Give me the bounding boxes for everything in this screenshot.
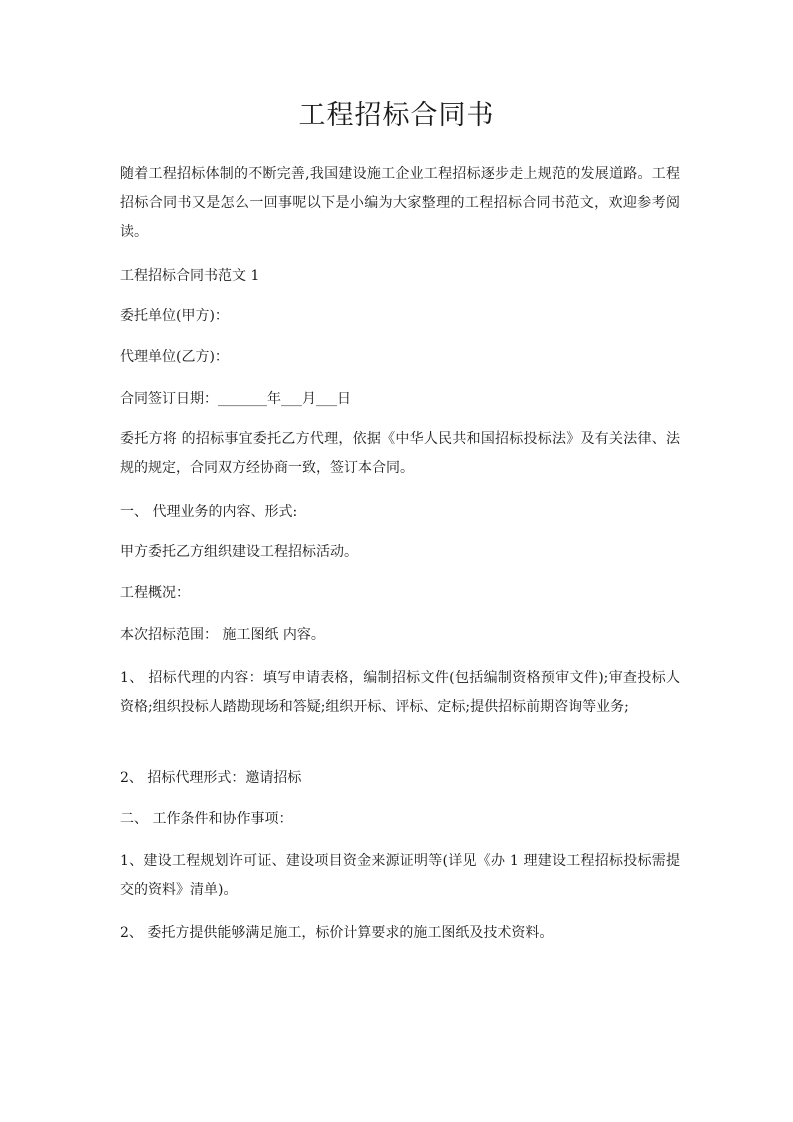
agent-unit-line: 代理单位(乙方)： (120, 349, 229, 365)
client-unit-line: 委托单位(甲方)： (120, 308, 229, 324)
document-title: 工程招标合同书 (298, 100, 495, 131)
section-two-heading: 二、 工作条件和协作事项： (120, 811, 293, 827)
tender-scope-line: 本次招标范围： 施工图纸 内容。 (120, 627, 325, 643)
section-one-heading: 一、 代理业务的内容、形式: (120, 504, 298, 520)
intro-paragraph: 随着工程招标体制的不断完善,我国建设施工企业工程招标逐步走上规范的发展道路。工程招标合同书又是怎么一回事呢以下是小编为大家整理的工程招标合同书范文，欢迎参考阅读。 (120, 166, 680, 240)
sample-heading: 工程招标合同书范文 1 (120, 268, 260, 284)
entrust-paragraph: 委托方将 的招标事宜委托乙方代理，依据《中华人民共和国招标投标法》及有关法律、法规的规定，合同双方经协商一致，签订本合同。 (120, 431, 680, 476)
organize-activity-line: 甲方委托乙方组织建设工程招标活动。 (120, 544, 358, 560)
sign-date-line: 合同签订日期：_______年___月___日 (120, 391, 351, 407)
agency-content-paragraph: 1、 招标代理的内容：填写申请表格，编制招标文件(包括编制资格预审文件);审查投标人资格;组织投标人踏勘现场和答疑;组织开标、评标、定标;提供招标前期咨询等业务; (120, 670, 680, 715)
drawings-line: 2、 委托方提供能够满足施工，标价计算要求的施工图纸及技术资料。 (120, 925, 554, 941)
permits-paragraph: 1、建设工程规划许可证、建设项目资金来源证明等(详见《办 1 理建设工程招标投标需提交的资料》清单)。 (120, 853, 680, 898)
project-overview-line: 工程概况： (120, 585, 190, 601)
agency-form-line: 2、 招标代理形式：邀请招标 (120, 770, 302, 786)
